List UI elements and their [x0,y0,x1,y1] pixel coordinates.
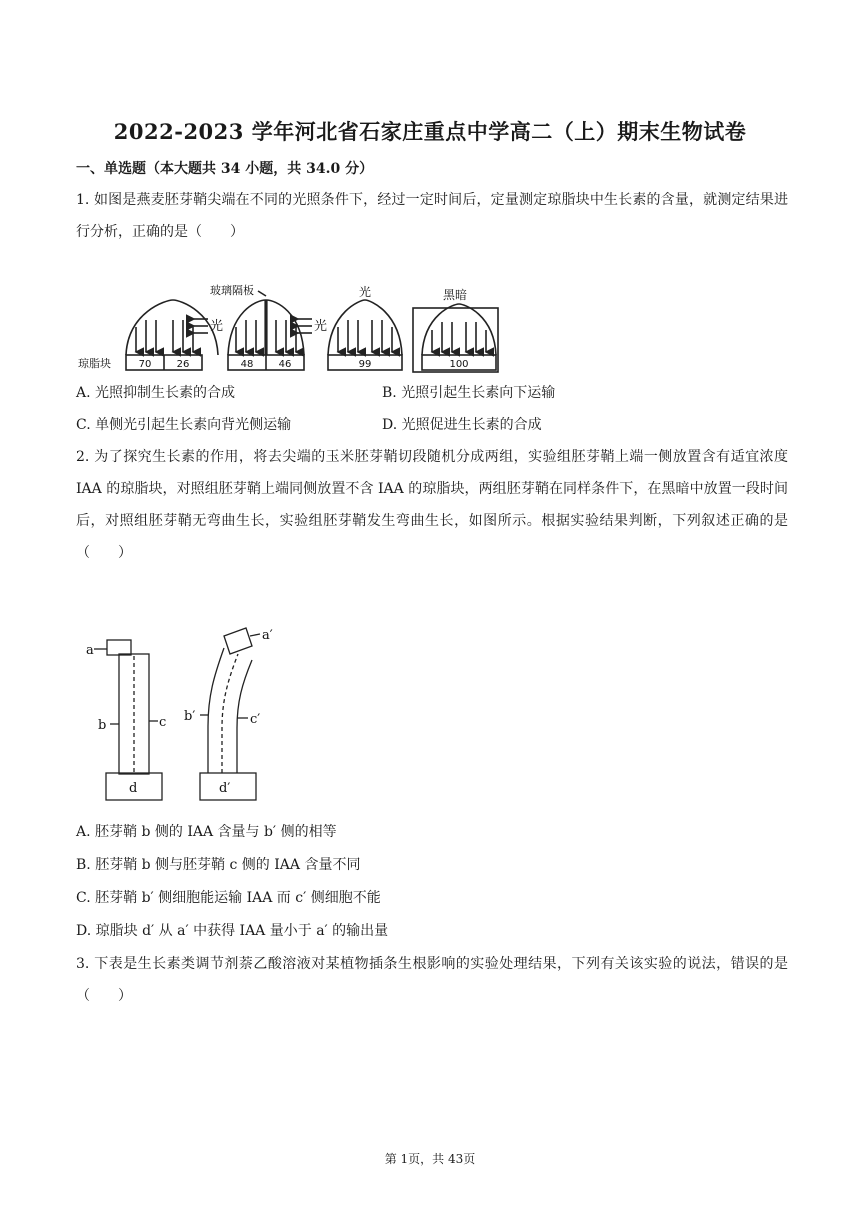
agar-value: 46 [278,359,292,370]
label-c: c [159,715,167,730]
section-heading: 一、单选题（本大题共 34 小题，共 34.0 分） [76,161,374,177]
question-2-option-a[interactable]: A. 胚芽鞘 b 侧的 IAA 含量与 b′ 侧的相等 [76,824,337,840]
figure-1-coleoptile-light [76,282,506,374]
figure-2-coleoptile-bending [82,618,302,803]
label-light-2: 光 [314,319,328,334]
label-c-prime: c′ [250,712,261,727]
question-1-option-d[interactable]: D. 光照促进生长素的合成 [382,417,542,433]
label-agar-block: 琼脂块 [78,357,111,370]
question-1-option-a[interactable]: A. 光照抑制生长素的合成 [76,385,236,401]
agar-value: 48 [240,359,254,370]
label-light-1: 光 [210,319,224,334]
label-a: a [86,643,94,658]
label-b-prime: b′ [184,709,196,724]
question-1-stem: 1. 如图是燕麦胚芽鞘尖端在不同的光照条件下，经过一定时间后，定量测定琼脂块中生长素的含量，就测定结果进行分析，正确的是（ ） [76,192,788,240]
question-2-option-c[interactable]: C. 胚芽鞘 b′ 侧细胞能运输 IAA 而 c′ 侧细胞不能 [76,890,381,906]
question-1-option-b[interactable]: B. 光照引起生长素向下运输 [382,385,556,401]
agar-value: 26 [176,359,190,370]
label-glass-plate: 玻璃隔板 [210,284,254,297]
question-1-option-c[interactable]: C. 单侧光引起生长素向背光侧运输 [76,417,292,433]
label-dark: 黑暗 [443,288,468,302]
label-d: d [129,781,138,796]
agar-value: 99 [358,359,372,370]
label-d-prime: d′ [219,781,231,796]
label-b: b [98,718,107,733]
question-2-option-d[interactable]: D. 琼脂块 d′ 从 a′ 中获得 IAA 量小于 a′ 的输出量 [76,923,389,939]
page-footer: 第 1页，共 43页 [384,1152,476,1166]
question-2-option-b[interactable]: B. 胚芽鞘 b 侧与胚芽鞘 c 侧的 IAA 含量不同 [76,857,361,873]
label-light-3: 光 [359,285,372,299]
agar-value: 70 [138,359,152,370]
page-title: 2022-2023 学年河北省石家庄重点中学高二（上）期末生物试卷 [113,119,747,144]
question-3-stem: 3. 下表是生长素类调节剂萘乙酸溶液对某植物插条生根影响的实验处理结果，下列有关该实验的说法，错误的是（ ） [76,956,788,1004]
label-a-prime: a′ [262,628,273,643]
agar-value: 100 [449,359,469,370]
question-2-stem: 2. 为了探究生长素的作用，将去尖端的玉米胚芽鞘切段随机分成两组，实验组胚芽鞘上端一侧放置含有适宜浓度 IAA 的琼脂块，对照组胚芽鞘上端同侧放置不含 IAA 的琼脂块，两组胚芽鞘在同样条件下，在黑暗中放置一段时间后，对照组胚芽鞘无弯曲生长，实验组胚芽鞘发生弯曲生长，如图所示。根据实验结果判断，下列叙述正确的是（ ） [76,449,788,561]
